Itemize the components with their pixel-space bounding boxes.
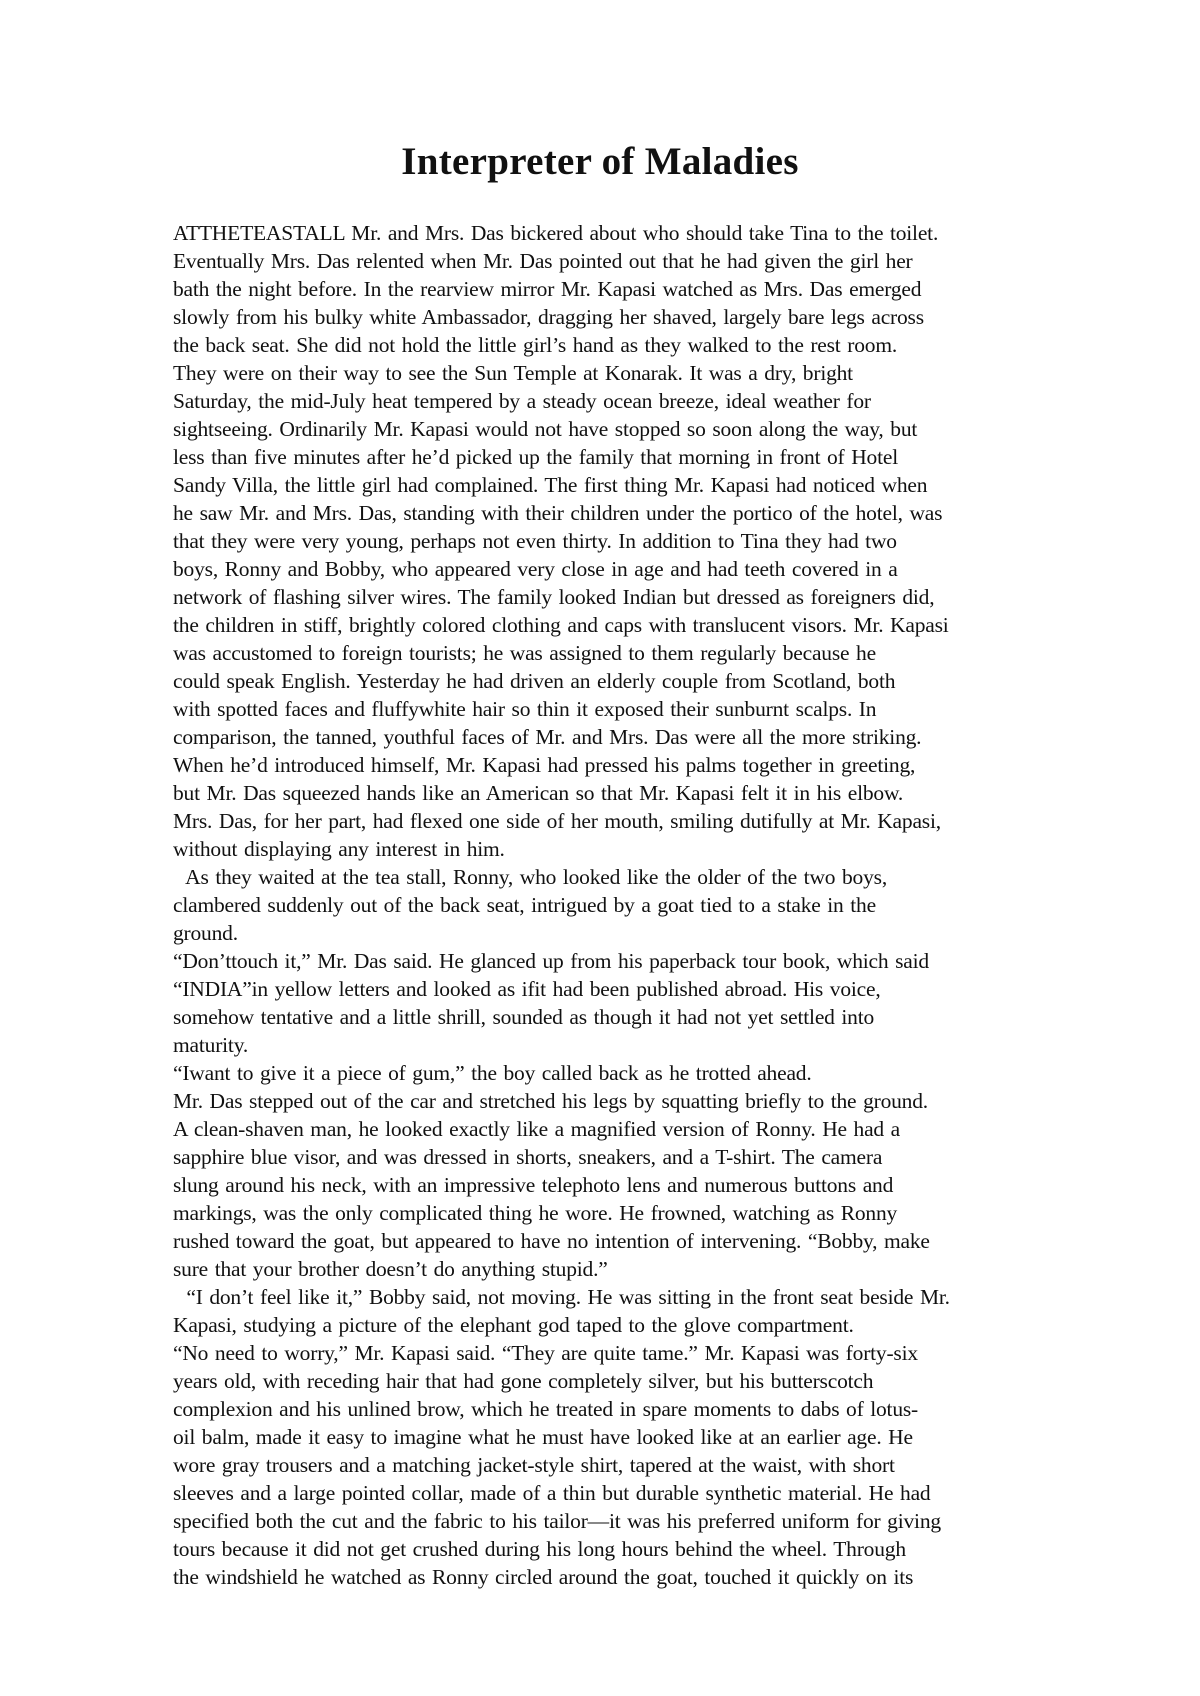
text-line: the windshield he watched as Ronny circled around the goat, touched it quickly on its [173, 1565, 914, 1589]
text-line: A clean-shaven man, he looked exactly like a magnified version of Ronny. He had a [173, 1117, 901, 1141]
text-line: ATTHETEASTALL Mr. and Mrs. Das bickered about who should take Tina to the toilet. [173, 221, 939, 245]
text-line: the back seat. She did not hold the little girl’s hand as they walked to the rest room. [173, 333, 898, 357]
text-line: rushed toward the goat, but appeared to have no intention of intervening. “Bobby, make [173, 1229, 930, 1253]
text-line: that they were very young, perhaps not even thirty. In addition to Tina they had two [173, 529, 897, 553]
text-line: bath the night before. In the rearview mirror Mr. Kapasi watched as Mrs. Das emerged [173, 277, 922, 301]
text-line: maturity. [173, 1033, 249, 1057]
text-line: clambered suddenly out of the back seat, intrigued by a goat tied to a stake in the [173, 893, 876, 917]
text-line: Mr. Das stepped out of the car and stretched his legs by squatting briefly to the ground. [173, 1089, 928, 1113]
text-line: was accustomed to foreign tourists; he was assigned to them regularly because he [173, 641, 876, 665]
text-line: less than five minutes after he’d picked up the family that morning in front of Hotel [173, 445, 898, 469]
text-line: slung around his neck, with an impressive telephoto lens and numerous buttons and [173, 1173, 894, 1197]
text-line: Saturday, the mid-July heat tempered by a steady ocean breeze, ideal weather for [173, 389, 871, 413]
text-line: As they waited at the tea stall, Ronny, who looked like the older of the two boys, [173, 865, 887, 889]
text-line: ground. [173, 921, 238, 945]
text-line: “INDIA”in yellow letters and looked as ifit had been published abroad. His voice, [173, 977, 881, 1001]
text-line: Kapasi, studying a picture of the elephant god taped to the glove compartment. [173, 1313, 854, 1337]
text-line: Eventually Mrs. Das relented when Mr. Das pointed out that he had given the girl her [173, 249, 913, 273]
text-line: the children in stiff, brightly colored clothing and caps with translucent visors. Mr. Kapasi [173, 613, 949, 637]
text-line: “No need to worry,” Mr. Kapasi said. “They are quite tame.” Mr. Kapasi was forty-six [173, 1341, 918, 1365]
text-line: complexion and his unlined brow, which he treated in spare moments to dabs of lotus- [173, 1397, 918, 1421]
text-line: When he’d introduced himself, Mr. Kapasi had pressed his palms together in greeting, [173, 753, 916, 777]
story-body [173, 219, 1113, 1591]
text-line: Sandy Villa, the little girl had complained. The first thing Mr. Kapasi had noticed when [173, 473, 928, 497]
text-line: boys, Ronny and Bobby, who appeared very close in age and had teeth covered in a [173, 557, 898, 581]
text-line: network of flashing silver wires. The family looked Indian but dressed as foreigners did, [173, 585, 935, 609]
text-line: markings, was the only complicated thing he wore. He frowned, watching as Ronny [173, 1201, 898, 1225]
text-line: could speak English. Yesterday he had driven an elderly couple from Scotland, both [173, 669, 896, 693]
text-line: sightseeing. Ordinarily Mr. Kapasi would not have stopped so soon along the way, but [173, 417, 918, 441]
text-line: “I don’t feel like it,” Bobby said, not moving. He was sitting in the front seat beside Mr. [173, 1285, 950, 1309]
text-line: wore gray trousers and a matching jacket-style shirt, tapered at the waist, with short [173, 1453, 895, 1477]
text-line: tours because it did not get crushed during his long hours behind the wheel. Through [173, 1537, 906, 1561]
text-line: They were on their way to see the Sun Temple at Konarak. It was a dry, bright [173, 361, 853, 385]
text-line: but Mr. Das squeezed hands like an American so that Mr. Kapasi felt it in his elbow. [173, 781, 904, 805]
text-line: somehow tentative and a little shrill, sounded as though it had not yet settled into [173, 1005, 875, 1029]
text-line: oil balm, made it easy to imagine what he must have looked like at an earlier age. He [173, 1425, 913, 1449]
text-line: sleeves and a large pointed collar, made of a thin but durable synthetic material. He had [173, 1481, 931, 1505]
text-line: he saw Mr. and Mrs. Das, standing with their children under the portico of the hotel, was [173, 501, 943, 525]
text-line: “Iwant to give it a piece of gum,” the boy called back as he trotted ahead. [173, 1061, 812, 1085]
text-line: without displaying any interest in him. [173, 837, 505, 861]
text-line: with spotted faces and fluffywhite hair so thin it exposed their sunburnt scalps. In [173, 697, 877, 721]
document-title: Interpreter of Maladies [401, 140, 799, 183]
text-line: sure that your brother doesn’t do anything stupid.” [173, 1257, 608, 1281]
text-line: Mrs. Das, for her part, had flexed one side of her mouth, smiling dutifully at Mr. Kapasi, [173, 809, 941, 833]
text-line: comparison, the tanned, youthful faces of Mr. and Mrs. Das were all the more striking. [173, 725, 922, 749]
text-line: specified both the cut and the fabric to his tailor—it was his preferred uniform for giving [173, 1509, 941, 1533]
text-line: slowly from his bulky white Ambassador, dragging her shaved, largely bare legs across [173, 305, 924, 329]
text-line: sapphire blue visor, and was dressed in shorts, sneakers, and a T-shirt. The camera [173, 1145, 883, 1169]
text-line: “Don’ttouch it,” Mr. Das said. He glanced up from his paperback tour book, which said [173, 949, 929, 973]
text-line: years old, with receding hair that had gone completely silver, but his butterscotch [173, 1369, 874, 1393]
